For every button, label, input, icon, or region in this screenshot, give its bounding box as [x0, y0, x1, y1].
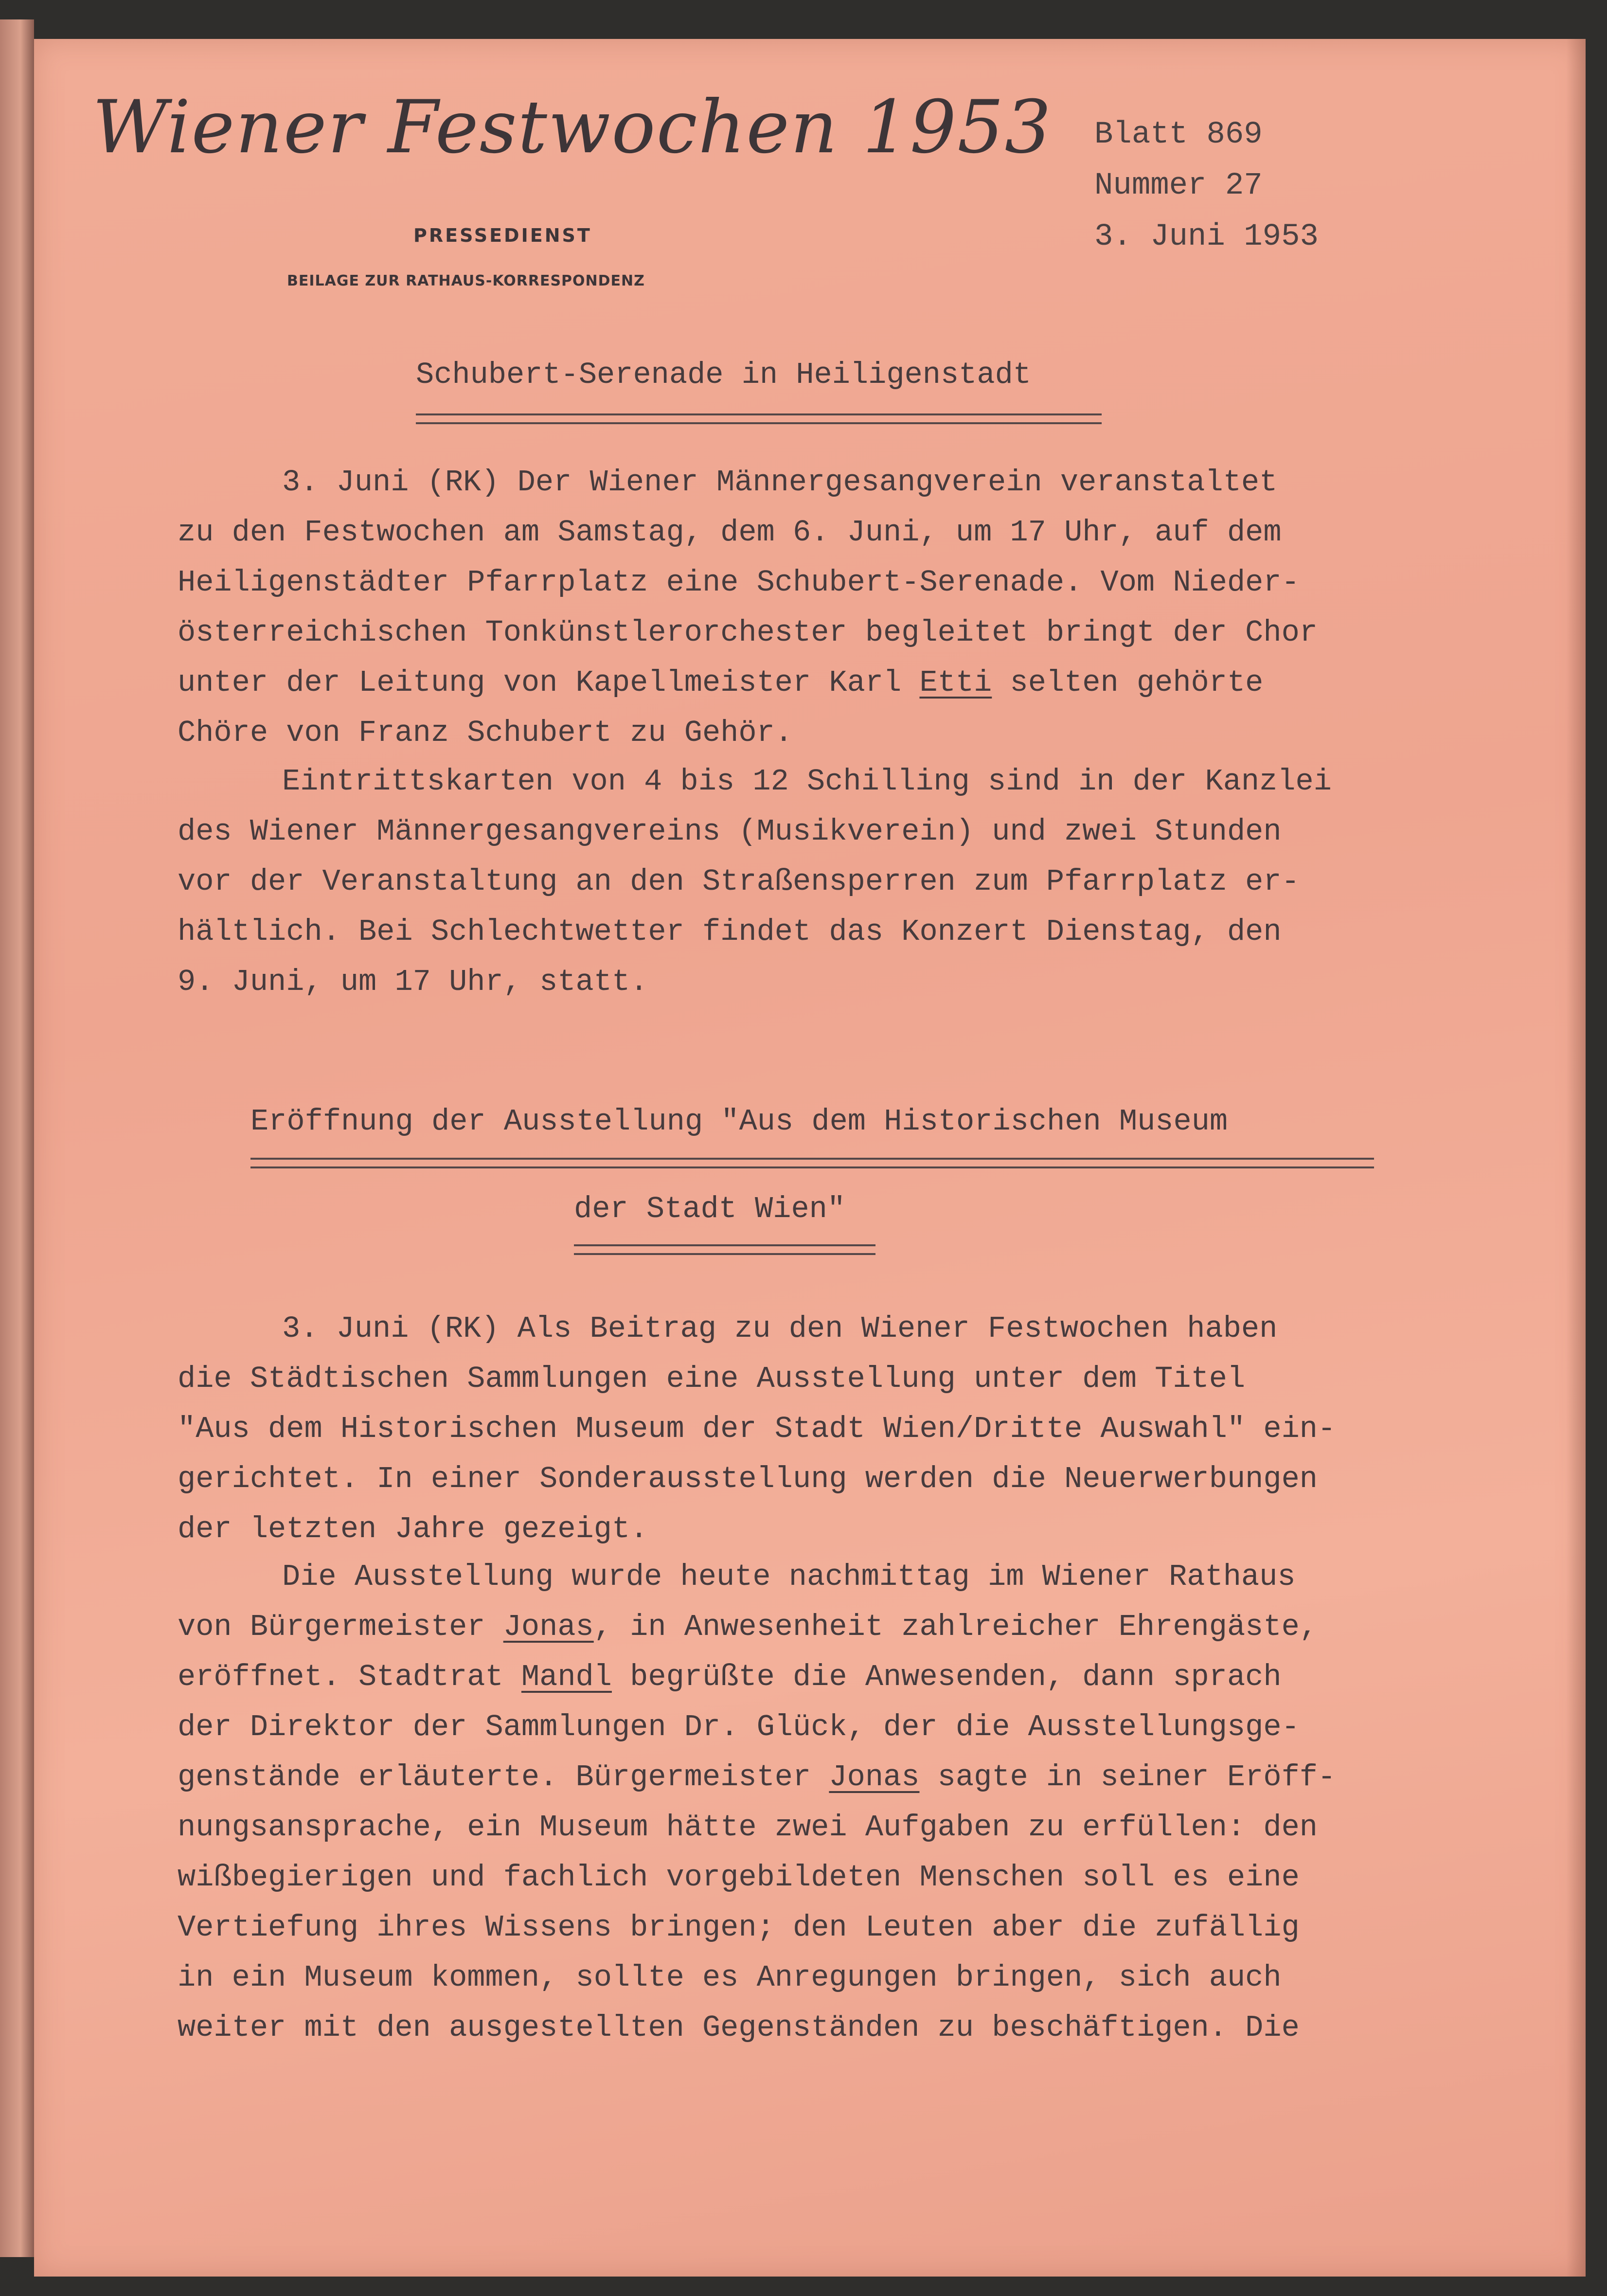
masthead-pressedienst: PRESSEDIENST	[413, 225, 592, 246]
article1-heading-rule	[416, 413, 1102, 424]
text-line: die Städtischen Sammlungen eine Ausstellung unter dem Titel	[178, 1362, 1246, 1396]
book-binding	[0, 19, 34, 2257]
text-line	[178, 1602, 1520, 1652]
text-line: der Direktor der Sammlungen Dr. Glück, der die Ausstellungsge-	[178, 1710, 1300, 1744]
masthead-beilage: BEILAGE ZUR RATHAUS-KORRESPONDENZ	[287, 272, 645, 289]
text-line: zu den Festwochen am Samstag, dem 6. Juni, um 17 Uhr, auf dem	[178, 515, 1282, 550]
text-line: nungsansprache, ein Museum hätte zwei Aufgaben zu erfüllen: den	[178, 1810, 1318, 1845]
text-line: vor der Veranstaltung an den Straßensperren zum Pfarrplatz er-	[178, 864, 1300, 899]
article2-heading-rule2	[574, 1244, 875, 1255]
article1-paragraph1	[178, 457, 1520, 758]
text-line	[178, 1652, 1520, 1702]
text-line: 9. Juni, um 17 Uhr, statt.	[178, 965, 648, 999]
text-line: Chöre von Franz Schubert zu Gehör.	[178, 716, 793, 750]
text-segment: selten gehörte	[992, 665, 1264, 700]
article2-paragraph2	[178, 1552, 1520, 2053]
text-segment: , in Anwesenheit zahlreicher Ehrengäste,	[593, 1610, 1318, 1644]
article1-heading: Schubert-Serenade in Heiligenstadt	[416, 358, 1032, 392]
text-line	[178, 1752, 1520, 1802]
text-line: hältlich. Bei Schlechtwetter findet das Konzert Dienstag, den	[178, 915, 1282, 949]
text-line: "Aus dem Historischen Museum der Stadt Wien/Dritte Auswahl" ein-	[178, 1412, 1336, 1446]
meta-nummer: Nummer 27	[1094, 168, 1263, 203]
text-line: des Wiener Männergesangvereins (Musikverein) und zwei Stunden	[178, 814, 1282, 849]
underlined-name-jonas: Jonas	[829, 1760, 920, 1794]
underlined-name-jonas: Jonas	[503, 1610, 594, 1644]
text-line: 3. Juni (RK) Der Wiener Männergesangverein veranstaltet	[282, 465, 1278, 500]
article2-heading-rule1	[250, 1158, 1374, 1168]
text-line	[178, 658, 1520, 708]
text-line: in ein Museum kommen, sollte es Anregungen bringen, sich auch	[178, 1960, 1282, 1995]
article2-paragraph1	[178, 1304, 1520, 1554]
text-line: weiter mit den ausgestellten Gegenständen zu beschäftigen. Die	[178, 2010, 1300, 2045]
underlined-name-mandl: Mandl	[521, 1660, 612, 1694]
page-edge-shadow	[1566, 39, 1586, 2277]
article1-paragraph2	[178, 756, 1520, 1007]
document-page	[34, 39, 1586, 2277]
text-segment: eröffnet. Stadtrat	[178, 1660, 521, 1694]
text-line: gerichtet. In einer Sonderausstellung werden die Neuerwerbungen	[178, 1462, 1318, 1496]
document-meta	[1094, 109, 1319, 263]
article2-heading-line2: der Stadt Wien"	[574, 1192, 846, 1226]
text-line: Die Ausstellung wurde heute nachmittag im Wiener Rathaus	[282, 1560, 1296, 1594]
masthead-title: Wiener Festwochen 1953	[92, 85, 1053, 170]
text-segment: von Bürgermeister	[178, 1610, 503, 1644]
text-line: wißbegierigen und fachlich vorgebildeten Menschen soll es eine	[178, 1860, 1300, 1895]
meta-datum: 3. Juni 1953	[1094, 219, 1319, 254]
text-line: der letzten Jahre gezeigt.	[178, 1512, 648, 1546]
text-line: österreichischen Tonkünstlerorchester begleitet bringt der Chor	[178, 615, 1318, 650]
text-segment: sagte in seiner Eröff-	[919, 1760, 1336, 1794]
text-segment: genstände erläuterte. Bürgermeister	[178, 1760, 829, 1794]
underlined-name-etti: Etti	[919, 665, 992, 700]
meta-blatt: Blatt 869	[1094, 117, 1263, 152]
text-line: Vertiefung ihres Wissens bringen; den Leuten aber die zufällig	[178, 1910, 1300, 1945]
text-segment: unter der Leitung von Kapellmeister Karl	[178, 665, 920, 700]
text-line: 3. Juni (RK) Als Beitrag zu den Wiener Festwochen haben	[282, 1311, 1278, 1346]
text-line: Heiligenstädter Pfarrplatz eine Schubert-Serenade. Vom Nieder-	[178, 565, 1300, 600]
text-line: Eintrittskarten von 4 bis 12 Schilling sind in der Kanzlei	[282, 764, 1332, 799]
text-segment: begrüßte die Anwesenden, dann sprach	[611, 1660, 1282, 1694]
article2-heading-line1: Eröffnung der Ausstellung "Aus dem Historischen Museum	[250, 1104, 1228, 1139]
